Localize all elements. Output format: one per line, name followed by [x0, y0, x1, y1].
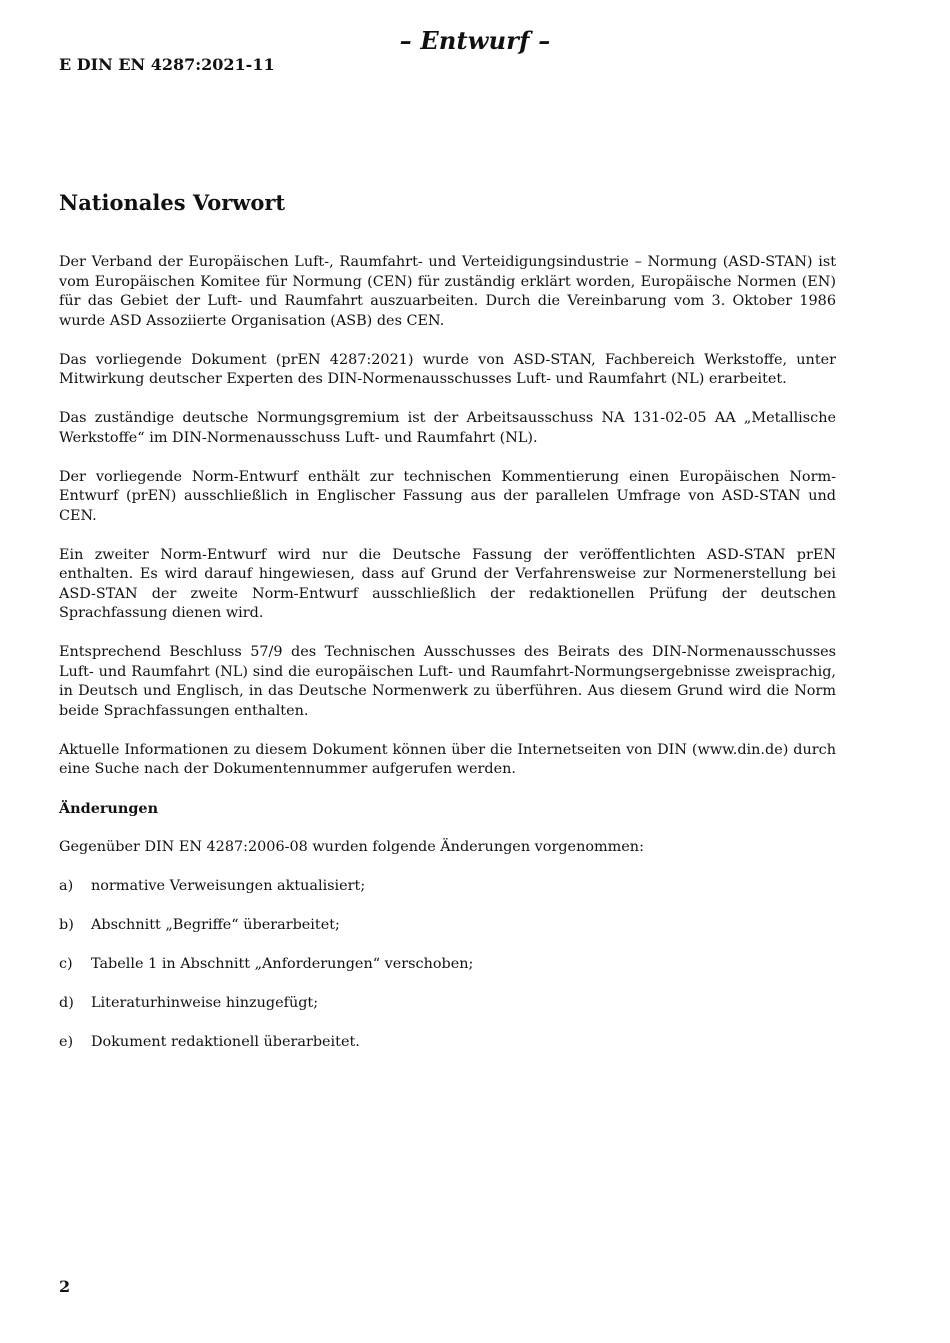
- list-item: [59, 916, 836, 936]
- list-item-text: Literaturhinweise hinzugefügt;: [91, 995, 319, 1011]
- paragraph-second-draft: Ein zweiter Norm-Entwurf wird nur die Deutsche Fassung der veröffentlichten ASD-STAN prEN enthalten. Es wird darauf hingewiesen, dass auf Grund der Verfahrensweise zur Normenerstellung bei ASD-STAN der zweite Norm-Entwurf ausschließlich der redaktionellen Prüfung der deutschen Sprachfassung dienen wird.: [59, 546, 836, 621]
- list-item-text: Dokument redaktionell überarbeitet.: [91, 1034, 360, 1050]
- document-identifier: E DIN EN 4287:2021-11: [59, 55, 275, 74]
- changes-intro: Gegenüber DIN EN 4287:2006-08 wurden folgende Änderungen vorgenommen:: [59, 839, 644, 855]
- list-item-text: Tabelle 1 in Abschnitt „Anforderungen“ verschoben;: [91, 956, 474, 972]
- list-item: [59, 1033, 836, 1053]
- list-item-label: e): [59, 1034, 74, 1050]
- paragraph-current-info: Aktuelle Informationen zu diesem Dokument können über die Internetseiten von DIN (www.din.de) durch eine Suche nach der Dokumentennummer aufgerufen werden.: [59, 741, 836, 777]
- draft-watermark-heading: – Entwurf –: [399, 26, 551, 55]
- list-item: [59, 955, 836, 975]
- paragraph-document-origin: Das vorliegende Dokument (prEN 4287:2021) wurde von ASD-STAN, Fachbereich Werkstoffe, unter Mitwirkung deutscher Experten des DIN-Normenausschusses Luft- und Raumfahrt (NL) erarbeitet.: [59, 351, 836, 387]
- section-title: Nationales Vorwort: [59, 190, 286, 215]
- changes-heading: Änderungen: [59, 800, 159, 817]
- national-foreword-section: [59, 189, 836, 1072]
- paragraph-asd-stan: Der Verband der Europäischen Luft-, Raumfahrt- und Verteidigungsindustrie – Normung (ASD-STAN) ist vom Europäischen Komitee für Normung (CEN) für zuständig erklärt worden, Europäische Normen (EN) für das Gebiet der Luft- und Raumfahrt auszuarbeiten. Durch die Vereinbarung vom 3. Oktober 1986 wurde ASD Assoziierte Organisation (ASB) des CEN.: [59, 254, 836, 329]
- list-item-label: a): [59, 878, 74, 894]
- list-item-label: c): [59, 956, 73, 972]
- list-item-text: normative Verweisungen aktualisiert;: [91, 878, 366, 894]
- list-item-label: b): [59, 917, 74, 933]
- changes-list: [59, 877, 836, 1053]
- paragraph-draft-content: Der vorliegende Norm-Entwurf enthält zur technischen Kommentierung einen Europäischen Norm-Entwurf (prEN) ausschließlich in Englischer Fassung aus der parallelen Umfrage von ASD-STAN und CEN.: [59, 468, 836, 524]
- paragraph-committee: Das zuständige deutsche Normungsgremium ist der Arbeitsausschuss NA 131-02-05 AA „Metallische Werkstoffe“ im DIN-Normenausschuss Luft- und Raumfahrt (NL).: [59, 410, 836, 446]
- list-item-label: d): [59, 995, 74, 1011]
- list-item: [59, 877, 836, 897]
- page-number: 2: [59, 1277, 71, 1296]
- paragraph-resolution: Entsprechend Beschluss 57/9 des Technischen Ausschusses des Beirats des DIN-Normenausschusses Luft- und Raumfahrt (NL) sind die europäischen Luft- und Raumfahrt-Normungsergebnisse zweisprachig, in Deutsch und Englisch, in das Deutsche Normenwerk zu überführen. Aus diesem Grund wird die Norm beide Sprachfassungen enthalten.: [59, 644, 836, 719]
- list-item-text: Abschnitt „Begriffe“ überarbeitet;: [91, 917, 340, 933]
- list-item: [59, 994, 836, 1014]
